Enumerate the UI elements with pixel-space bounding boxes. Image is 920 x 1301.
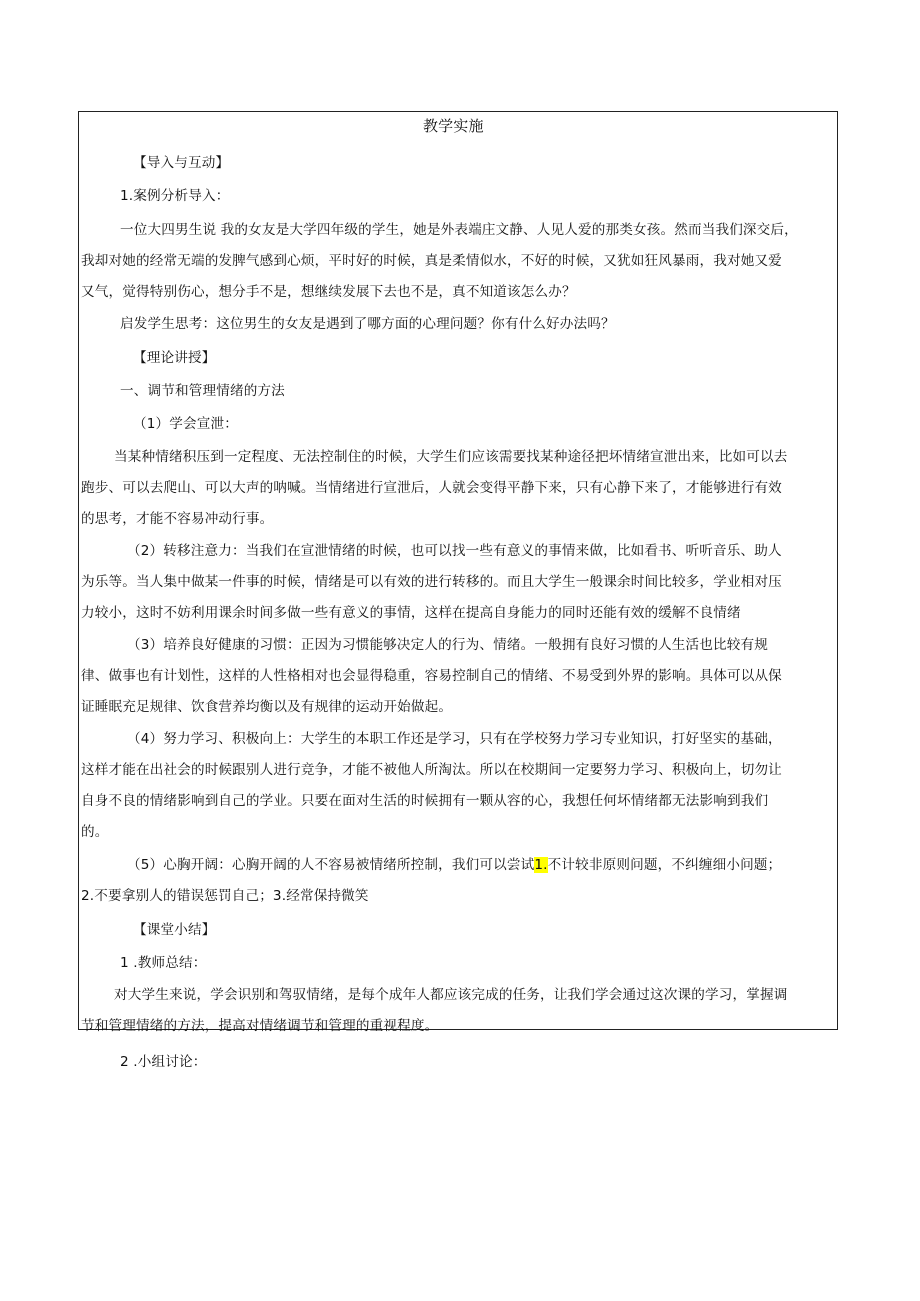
- theory-header: 【理论讲授】: [133, 350, 216, 366]
- method-4-line-4: 的。: [81, 824, 109, 840]
- method-5-highlight: 1.: [534, 857, 548, 873]
- method-5-line-1: [127, 855, 781, 875]
- page-title: 教学实施: [423, 117, 484, 135]
- method-5-text-b: 不计较非原则问题，不纠缠细小问题；: [547, 857, 782, 873]
- case-line-1: 一位大四男生说 我的女友是大学四年级的学生，她是外表端庄文静、人见人爱的那类女孩。然而当我们深交后，: [120, 222, 798, 238]
- method-3-line-1: （3）培养良好健康的习惯：正因为习惯能够决定人的行为、情绪。一般拥有良好习惯的人生活也比较有规: [127, 637, 769, 653]
- method-4-line-2: 这样才能在出社会的时候跟别人进行竞争，才能不被他人所淘汰。所以在校期间一定要努力学习、积极向上，切勿让: [81, 762, 782, 778]
- method-2-line-2: 为乐等。当人集中做某一件事的时候，情绪是可以有效的进行转移的。而且大学生一般课余时间比较多，学业相对压: [81, 574, 782, 590]
- method-3-line-2: 律、做事也有计划性，这样的人性格相对也会显得稳重，容易控制自己的情绪、不易受到外界的影响。具体可以从保: [81, 668, 782, 684]
- method-1-line-1: 当某种情绪积压到一定程度、无法控制住的时候，大学生们应该需要找某种途径把坏情绪宣泄出来，比如可以去: [114, 449, 788, 465]
- method-1-title: （1）学会宣泄：: [133, 416, 239, 432]
- intro-header: 【导入与互动】: [133, 155, 230, 171]
- method-1-line-3: 的思考，才能不容易冲动行事。: [81, 511, 274, 527]
- method-3-line-3: 证睡眠充足规律、饮食营养均衡以及有规律的运动开始做起。: [81, 699, 453, 715]
- summary-item-2: 2 .小组讨论：: [120, 1054, 207, 1070]
- method-2-line-3: 力较小，这时不妨利用课余时间多做一些有意义的事情，这样在提高自身能力的同时还能有效的缓解不良情绪: [81, 605, 741, 621]
- case-line-3: 又气，觉得特别伤心，想分手不是，想继续发展下去也不是，真不知道该怎么办？: [81, 284, 576, 300]
- summary-line-2: 节和管理情绪的方法，提高对情绪调节和管理的重视程度。: [81, 1018, 439, 1034]
- method-title: 一、调节和管理情绪的方法: [120, 383, 285, 399]
- case-line-2: 我却对她的经常无端的发脾气感到心烦，平时好的时候，真是柔情似水，不好的时候，又犹如狂风暴雨，我对她又爱: [81, 253, 782, 269]
- think-question: 启发学生思考：这位男生的女友是遇到了哪方面的心理问题？你有什么好办法吗？: [120, 316, 615, 332]
- method-4-line-3: 自身不良的情绪影响到自己的学业。只要在面对生活的时候拥有一颗从容的心，我想任何坏情绪都无法影响到我们: [81, 793, 769, 809]
- intro-item: 1.案例分析导入：: [120, 188, 230, 204]
- summary-item-1: 1 .教师总结：: [120, 955, 207, 971]
- method-1-line-2: 跑步、可以去爬山、可以大声的呐喊。当情绪进行宣泄后，人就会变得平静下来，只有心静下来了，才能够进行有效: [81, 480, 782, 496]
- method-4-line-1: （4）努力学习、积极向上：大学生的本职工作还是学习，只有在学校努力学习专业知识，打好坚实的基础，: [127, 731, 782, 747]
- method-5-line-2: 2.不要拿别人的错误惩罚自己；3.经常保持微笑: [81, 888, 369, 904]
- method-2-line-1: （2）转移注意力：当我们在宣泄情绪的时候，也可以找一些有意义的事情来做，比如看书、听听音乐、助人: [127, 543, 782, 559]
- summary-line-1: 对大学生来说，学会识别和驾驭情绪，是每个成年人都应该完成的任务，让我们学会通过这次课的学习，掌握调: [114, 987, 788, 1003]
- summary-header: 【课堂小结】: [133, 922, 216, 938]
- method-5-text-a: （5）心胸开阔：心胸开阔的人不容易被情绪所控制，我们可以尝试: [127, 857, 535, 873]
